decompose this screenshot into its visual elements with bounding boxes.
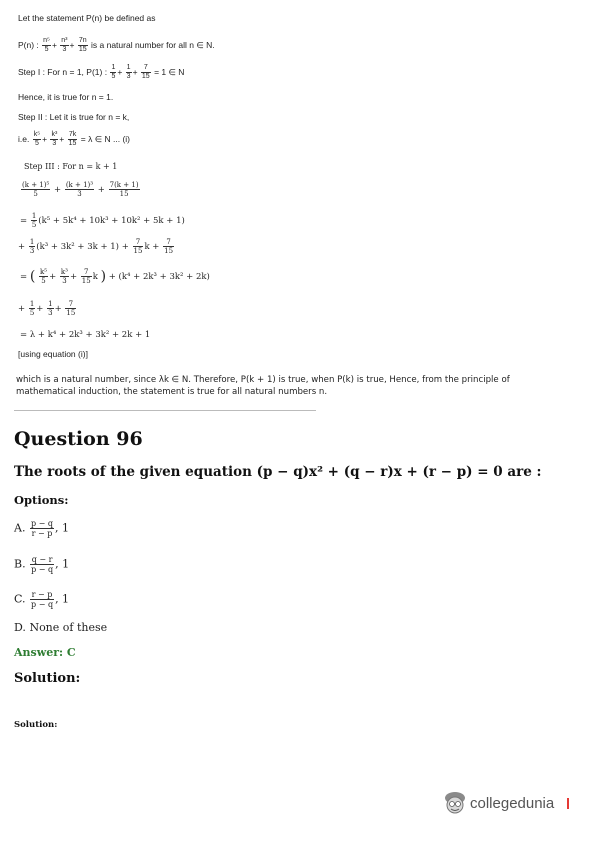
expansion-line-2: + $\frac{1}{3}$ (k³ + 3k² + 3k + 1) + $\frac{7}{15}$ k + $\frac{7}{15}$ — [18, 238, 174, 255]
option-text: None of these — [29, 621, 108, 634]
using-equation-note: [using equation (i)] — [18, 349, 88, 359]
option-letter: B. — [14, 557, 26, 571]
expansion-line-3: = ( $\frac{\text{k⁵}}{5}$ + $\frac{\text{k³}}{3}$ + $\frac{7}{15}$ k ) + (k⁴ + 2k³ + 3k² + 2k) — [20, 268, 210, 285]
option-tail: , 1 — [54, 521, 69, 535]
answer-text: Answer: C — [14, 646, 76, 659]
fraction: $\frac{7n}{15}$ — [78, 37, 87, 53]
ie-line: i.e. $\frac{\text{k⁵}}{5}$ + $\frac{\text{k³}}{3}$ + $\frac{7k}{15}$ = λ ∈ N ... (i) — [18, 131, 130, 147]
fraction: $\frac{\text{n³}}{3}$ — [61, 37, 68, 53]
logo-accent-bar — [567, 798, 569, 809]
option-fraction: $\frac{r - p}{p - q}$ — [31, 590, 54, 609]
expansion-line-5: = λ + k⁴ + 2k³ + 3k² + 2k + 1 — [20, 330, 151, 340]
option-a[interactable] — [14, 519, 69, 538]
pn-label: P(n) : — [18, 39, 39, 50]
expansion-line-4: + $\frac{1}{5}$ + $\frac{1}{3}$ + $\frac{7}{15}$ — [18, 300, 76, 317]
step-3: Step III : For n = k + 1 — [24, 162, 118, 171]
option-letter: C. — [14, 592, 26, 606]
mascot-icon — [440, 788, 470, 818]
conclusion-paragraph: which is a natural number, since λk ∈ N. Therefore, P(k + 1) is true, when P(k) is true, Hence, from the principle of mathematical induction, the statement is true for all natural numbers n. — [16, 375, 510, 397]
step-3-expression: $\frac{\text{(k + 1)⁵}}{5}$ + $\frac{\text{(k + 1)³}}{3}$ + $\frac{7(k + 1)}{15}$ — [22, 181, 139, 198]
step-2: Step II : Let it is true for n = k, — [18, 112, 130, 122]
option-fraction: $\frac{q - r}{p - q}$ — [31, 555, 54, 574]
solution-heading: Solution: — [14, 671, 81, 686]
expansion-line-1: = $\frac{1}{5}$ (k⁵ + 5k⁴ + 10k³ + 10k² + 5k + 1) — [20, 212, 185, 229]
pn-tail: is a natural number for all n ∈ N. — [91, 39, 215, 50]
option-letter: A. — [14, 521, 26, 535]
option-d[interactable] — [14, 621, 107, 634]
pn-definition: P(n) : $\frac{\text{n⁵}}{5}$ + $\frac{\text{n³}}{3}$ + $\frac{7n}{15}$ is a natural number for all n ∈ N. — [18, 37, 215, 53]
logo-wordmark: collegedunia — [470, 795, 555, 812]
divider — [14, 410, 316, 411]
fraction: $\frac{\text{n⁵}}{5}$ — [43, 37, 50, 53]
option-c[interactable] — [14, 590, 69, 609]
option-letter: D. — [14, 621, 26, 634]
question-text: The roots of the given equation (p − q)x² + (q − r)x + (r − p) = 0 are : — [14, 464, 542, 480]
step-1: Step I : For n = 1, P(1) : $\frac{1}{5}$ + $\frac{1}{3}$ + $\frac{7}{15}$ = 1 ∈ N — [18, 64, 185, 80]
intro-text: Let the statement P(n) be defined as — [18, 13, 156, 23]
options-label: Options: — [14, 493, 69, 507]
solution-subheading: Solution: — [14, 720, 58, 730]
option-tail: , 1 — [55, 592, 70, 606]
collegedunia-logo — [440, 788, 580, 818]
option-tail: , 1 — [55, 557, 70, 571]
hence-text: Hence, it is true for n = 1. — [18, 92, 114, 102]
question-title: Question 96 — [14, 428, 143, 450]
option-fraction: $\frac{p - q}{r - p}$ — [30, 519, 53, 538]
option-b[interactable] — [14, 555, 69, 574]
